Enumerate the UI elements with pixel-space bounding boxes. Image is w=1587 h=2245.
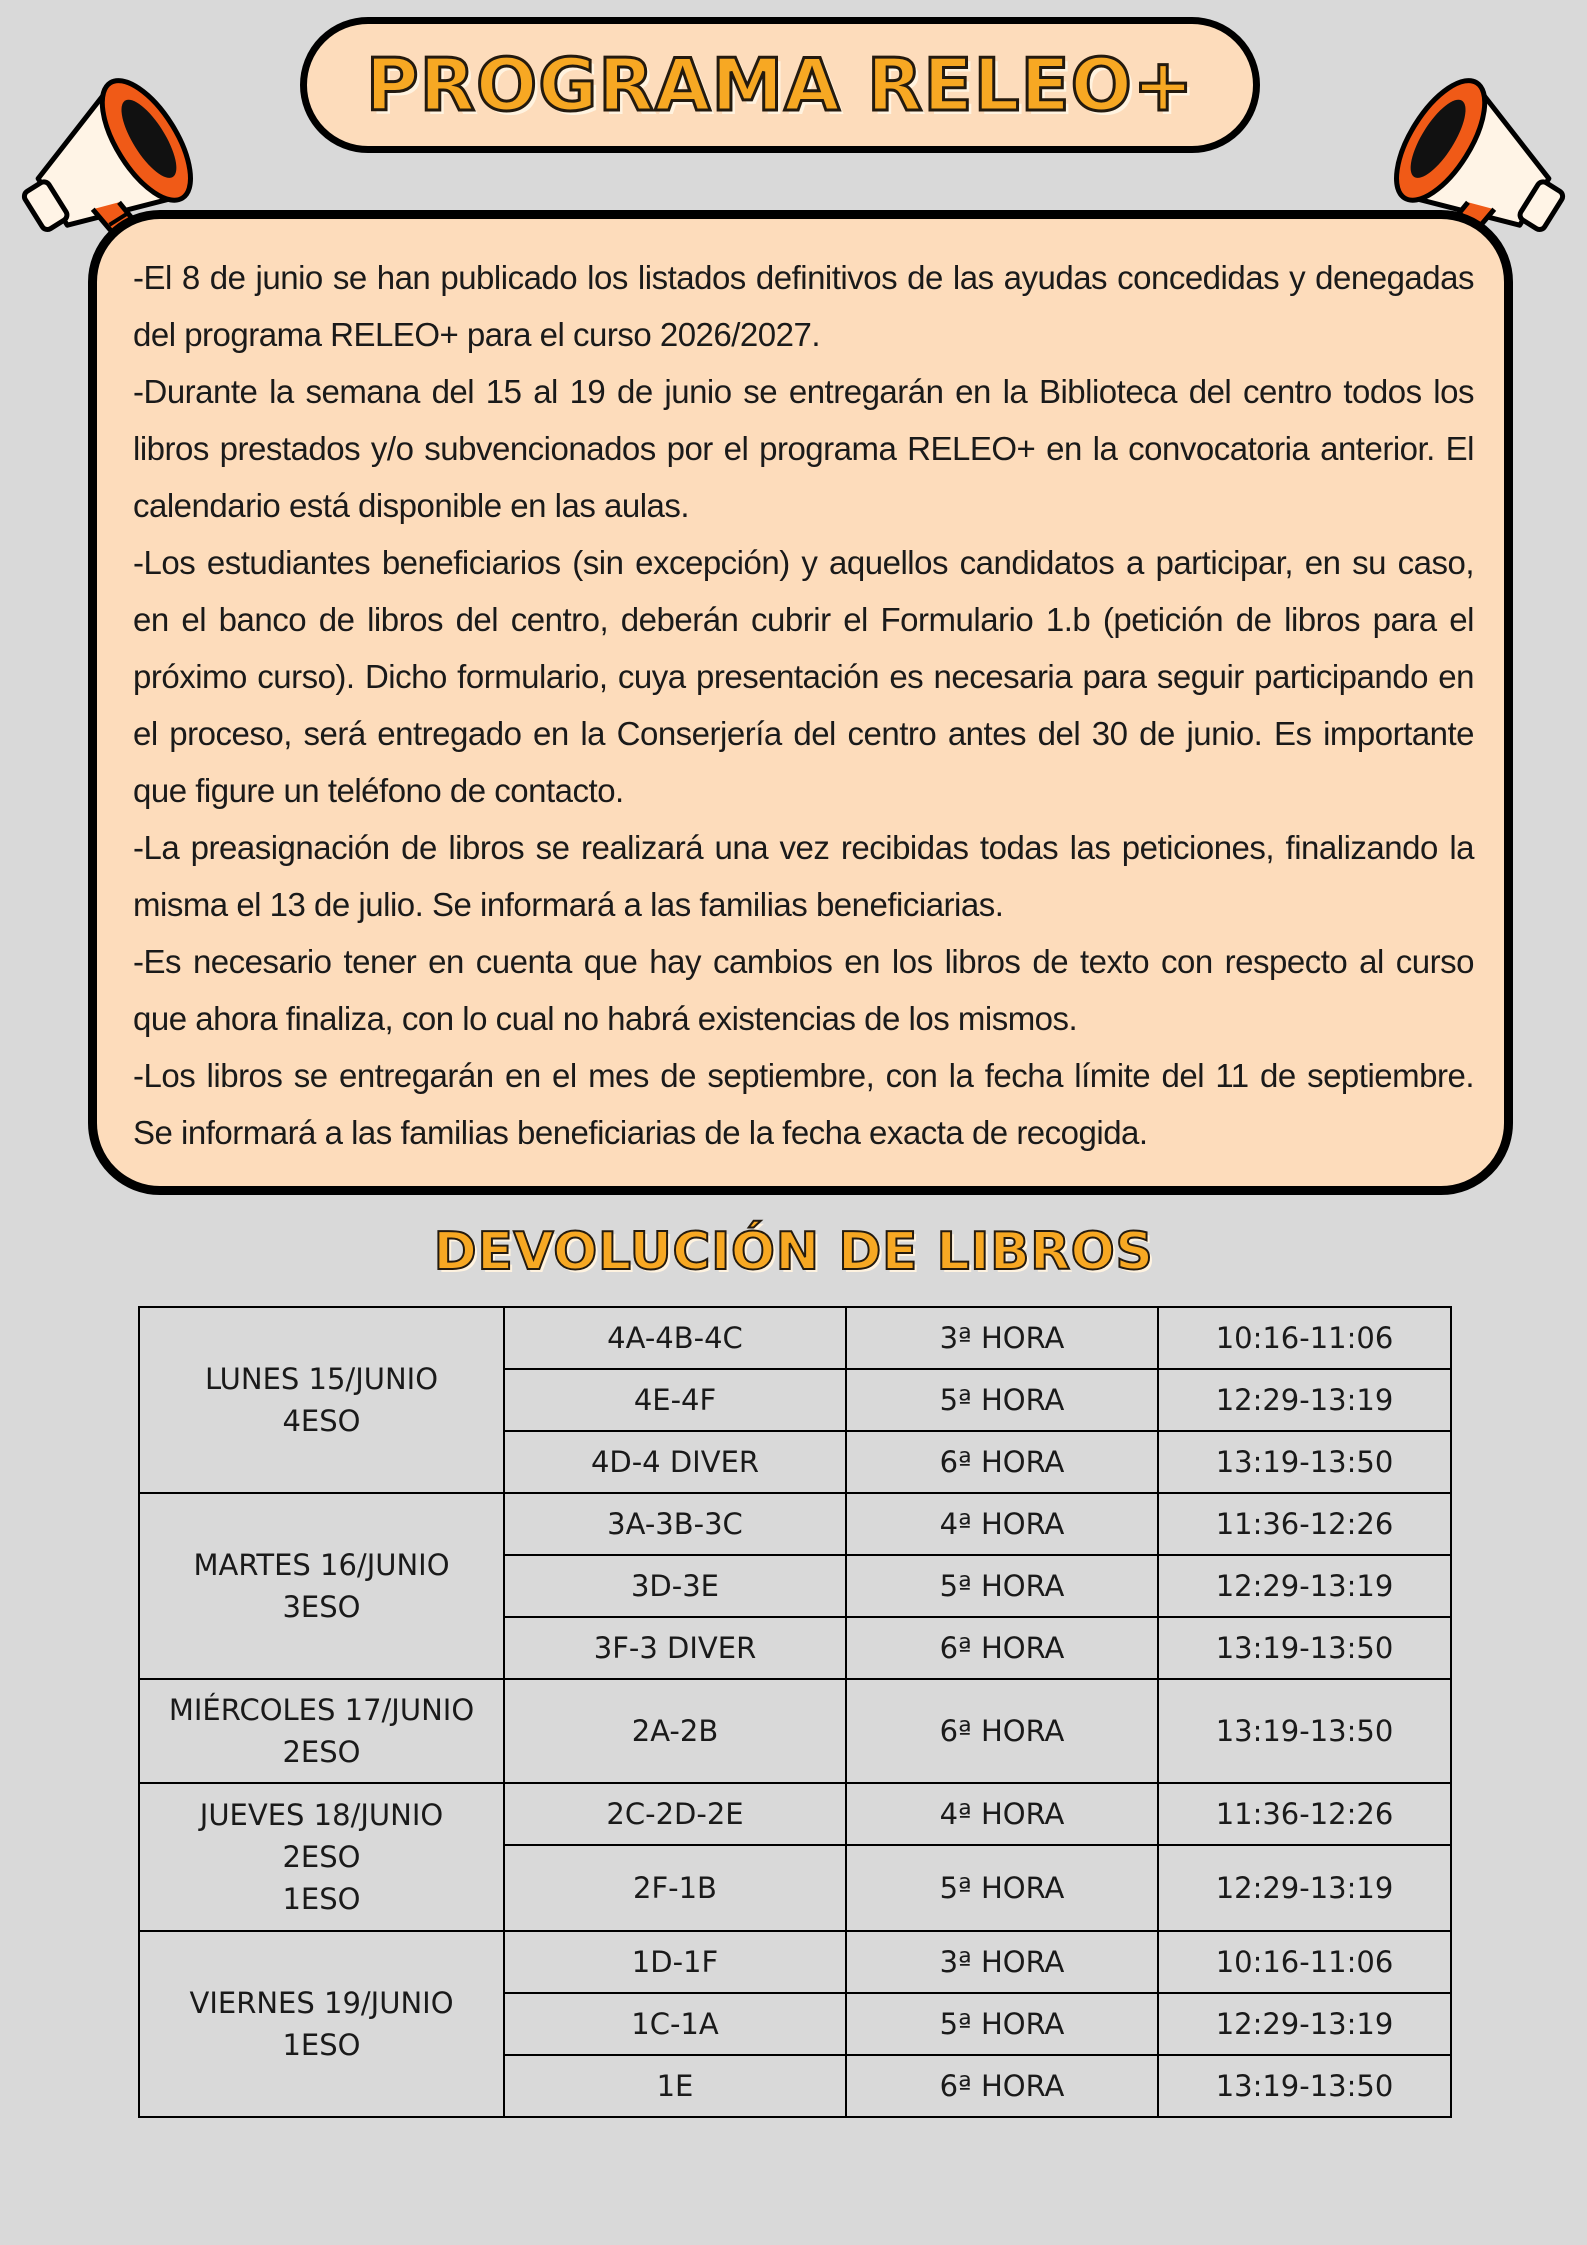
time-cell: 12:29-13:19: [1158, 1993, 1451, 2055]
time-cell: 13:19-13:50: [1158, 1679, 1451, 1783]
groups-cell: 2A-2B: [504, 1679, 846, 1783]
table-row: [139, 1931, 1451, 1993]
info-paragraph: -La preasignación de libros se realizará una vez recibidas todas las peticiones, finalizando la misma el 13 de julio. Se informará a las familias beneficiarias.: [133, 829, 1474, 923]
time-cell: 11:36-12:26: [1158, 1783, 1451, 1845]
schedule-table: [138, 1306, 1452, 2118]
day-label: LUNES 15/JUNIO: [204, 1362, 439, 1396]
groups-cell: 4A-4B-4C: [504, 1307, 846, 1369]
info-paragraph: -Durante la semana del 15 al 19 de junio se entregarán en la Biblioteca del centro todos los libros prestados y/o subvencionados por el programa RELEO+ en la convocatoria anterior. El calendario está disponible en las aulas.: [133, 373, 1474, 524]
section-title: DEVOLUCIÓN DE LIBROS: [433, 1222, 1154, 1282]
period-cell: 3ª HORA: [846, 1931, 1158, 1993]
groups-cell: 3D-3E: [504, 1555, 846, 1617]
day-label: MARTES 16/JUNIO: [193, 1548, 450, 1582]
period-cell: 4ª HORA: [846, 1783, 1158, 1845]
groups-cell: 1C-1A: [504, 1993, 846, 2055]
page-title: PROGRAMA RELEO+: [365, 43, 1195, 127]
info-panel: [88, 210, 1513, 1195]
info-paragraph: -Los libros se entregarán en el mes de septiembre, con la fecha límite del 11 de septiembre. Se informará a las familias beneficiarias de la fecha exacta de recogida.: [133, 1057, 1474, 1151]
day-cell: [139, 1783, 504, 1931]
period-cell: 6ª HORA: [846, 1431, 1158, 1493]
groups-cell: 3F-3 DIVER: [504, 1617, 846, 1679]
course-label: 2ESO: [282, 1840, 361, 1874]
period-cell: 3ª HORA: [846, 1307, 1158, 1369]
day-cell: [139, 1931, 504, 2117]
period-cell: 5ª HORA: [846, 1555, 1158, 1617]
course-label: 3ESO: [282, 1590, 361, 1624]
info-paragraph: -Es necesario tener en cuenta que hay cambios en los libros de texto con respecto al curso que ahora finaliza, con lo cual no habrá existencias de los mismos.: [133, 943, 1474, 1037]
table-row: [139, 1783, 1451, 1845]
day-label: VIERNES 19/JUNIO: [189, 1986, 454, 2020]
time-cell: 12:29-13:19: [1158, 1845, 1451, 1931]
info-paragraph: -El 8 de junio se han publicado los listados definitivos de las ayudas concedidas y denegadas del programa RELEO+ para el curso 2026/2027.: [133, 259, 1474, 353]
period-cell: 4ª HORA: [846, 1493, 1158, 1555]
groups-cell: 4E-4F: [504, 1369, 846, 1431]
course-label: 2ESO: [282, 1735, 361, 1769]
time-cell: 12:29-13:19: [1158, 1369, 1451, 1431]
time-cell: 11:36-12:26: [1158, 1493, 1451, 1555]
groups-cell: 1D-1F: [504, 1931, 846, 1993]
groups-cell: 3A-3B-3C: [504, 1493, 846, 1555]
day-label: JUEVES 18/JUNIO: [199, 1798, 444, 1832]
day-cell: [139, 1493, 504, 1679]
day-cell: [139, 1679, 504, 1783]
period-cell: 5ª HORA: [846, 1369, 1158, 1431]
info-paragraph: -Los estudiantes beneficiarios (sin excepción) y aquellos candidatos a participar, en su caso, en el banco de libros del centro, deberán cubrir el Formulario 1.b (petición de libros para el próximo curso). Dicho formulario, cuya presentación es necesaria para seguir participando en el proceso, será entregado en la Conserjería del centro antes del 30 de junio. Es importante que figure un teléfono de contacto.: [133, 544, 1474, 809]
table-row: [139, 1307, 1451, 1369]
period-cell: 5ª HORA: [846, 1845, 1158, 1931]
period-cell: 6ª HORA: [846, 2055, 1158, 2117]
day-cell: [139, 1307, 504, 1493]
time-cell: 10:16-11:06: [1158, 1931, 1451, 1993]
time-cell: 13:19-13:50: [1158, 2055, 1451, 2117]
time-cell: 12:29-13:19: [1158, 1555, 1451, 1617]
groups-cell: 1E: [504, 2055, 846, 2117]
groups-cell: 2F-1B: [504, 1845, 846, 1931]
table-row: [139, 1679, 1451, 1783]
groups-cell: 4D-4 DIVER: [504, 1431, 846, 1493]
period-cell: 6ª HORA: [846, 1679, 1158, 1783]
day-label: MIÉRCOLES 17/JUNIO: [168, 1693, 475, 1727]
course-label: 1ESO: [282, 1882, 361, 1916]
time-cell: 10:16-11:06: [1158, 1307, 1451, 1369]
table-row: [139, 1493, 1451, 1555]
period-cell: 6ª HORA: [846, 1617, 1158, 1679]
title-banner: [300, 17, 1260, 153]
time-cell: 13:19-13:50: [1158, 1431, 1451, 1493]
period-cell: 5ª HORA: [846, 1993, 1158, 2055]
course-label: 4ESO: [282, 1404, 361, 1438]
time-cell: 13:19-13:50: [1158, 1617, 1451, 1679]
groups-cell: 2C-2D-2E: [504, 1783, 846, 1845]
course-label: 1ESO: [282, 2028, 361, 2062]
